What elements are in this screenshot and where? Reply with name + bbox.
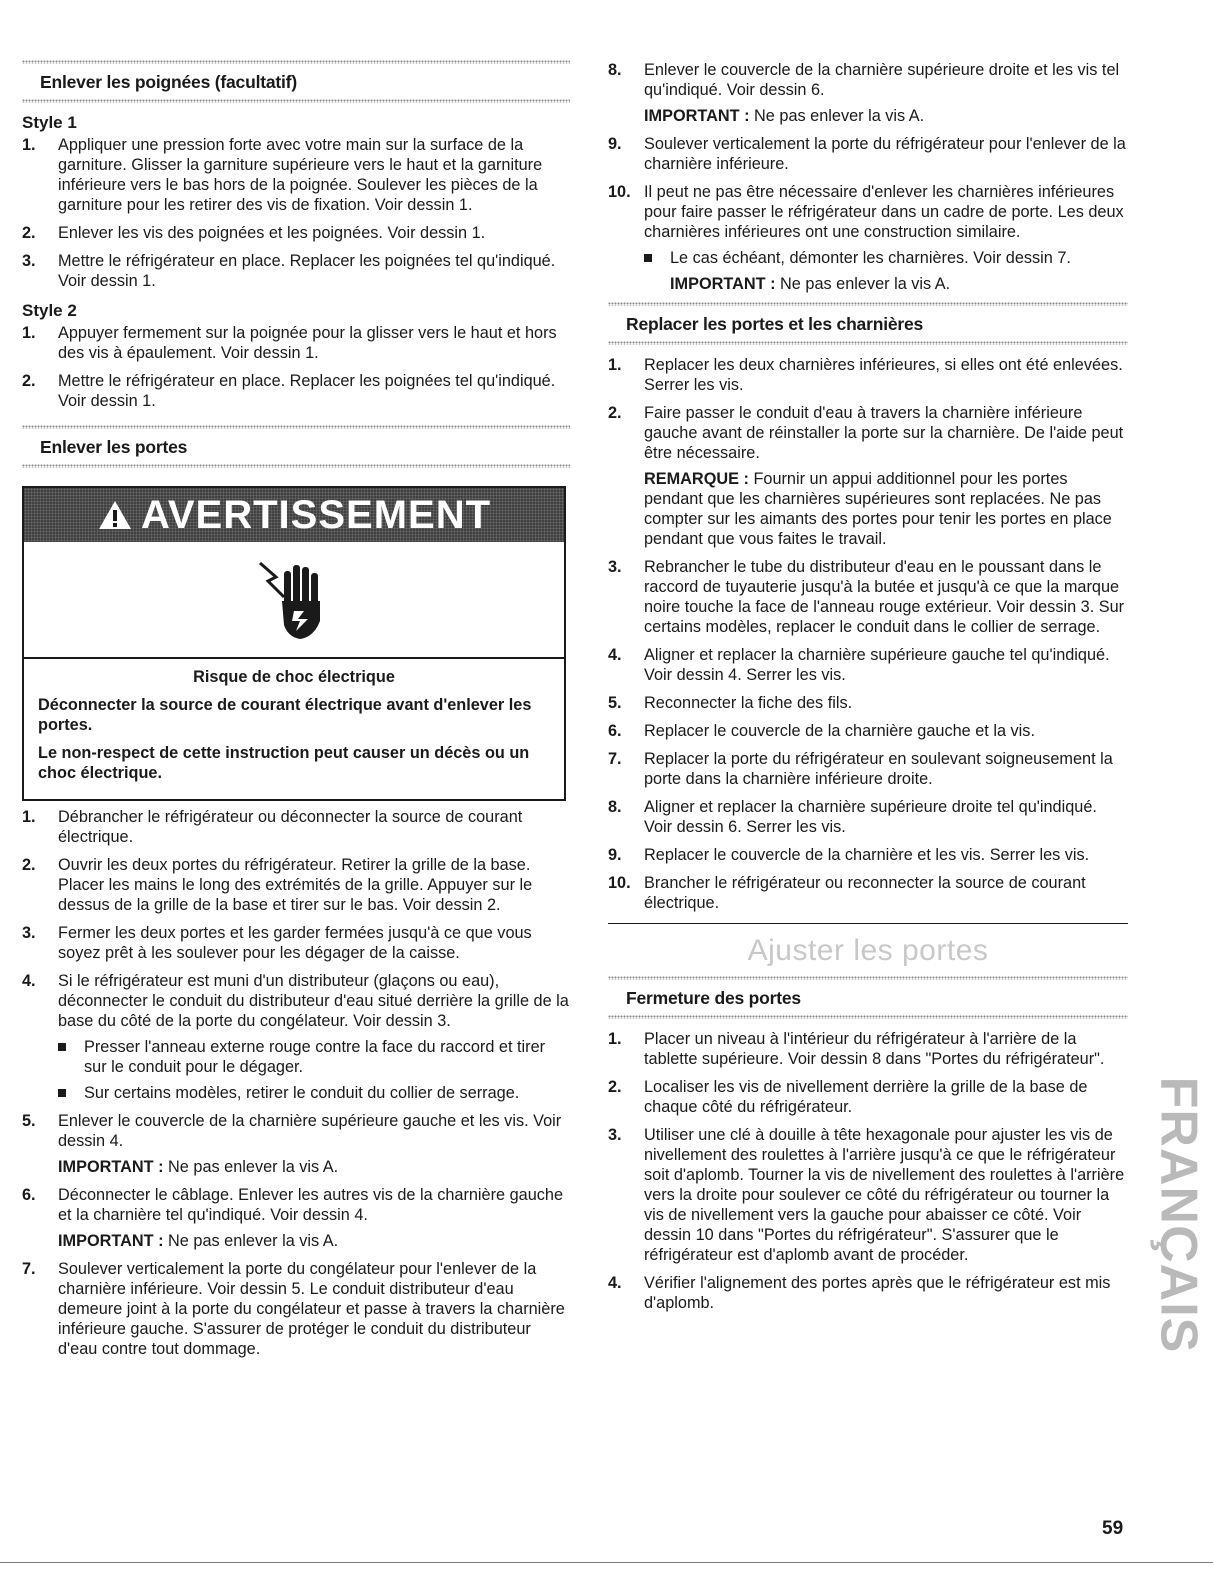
list-item: 2. Mettre le réfrigérateur en place. Replacer les poignées tel qu'indiqué. Voir dessin 1.	[22, 372, 556, 410]
side-tab-label: FRANÇAIS	[1149, 1076, 1208, 1354]
list-item: 3. Mettre le réfrigérateur en place. Replacer les poignées tel qu'indiqué. Voir dessin 1.	[22, 252, 556, 290]
list-item: 1. Appuyer fermement sur la poignée pour la glisser vers le haut et hors des vis à épaulement. Voir dessin 1.	[22, 324, 557, 362]
electric-shock-hand-icon	[254, 555, 334, 645]
list-item: 5. Enlever le couvercle de la charnière supérieure gauche et les vis. Voir dessin 4. IMPORTANT : Ne pas enlever la vis A.	[22, 1111, 570, 1177]
list-item: 9. Replacer le couvercle de la charnière et les vis. Serrer les vis.	[608, 846, 1090, 864]
list-item: 8. Enlever le couvercle de la charnière supérieure droite et les vis tel qu'indiqué. Voir dessin 6. IMPORTANT : Ne pas enlever la vis A.	[608, 60, 1128, 126]
portes-steps-continued	[608, 60, 1128, 294]
remarque-note: REMARQUE : Fournir un appui additionnel pour les portes pendant que les charnières supérieures sont replacées. Ne pas compter sur les aimants des portes pour tenir les portes en place pendant que vous faites le travail.	[644, 470, 1112, 548]
language-side-tab	[1148, 1076, 1208, 1354]
list-item: 10. Il peut ne pas être nécessaire d'enlever les charnières inférieures pour faire passer le réfrigérateur dans un cadre de porte. Les deux charnières inférieures ont une construction similaire. Le cas échéant, démonter les charnières. Voir dessin 7. IMPORTANT : Ne pas enlever la vis A.	[608, 182, 1128, 294]
bottom-rule	[0, 1562, 1213, 1563]
warning-banner	[24, 488, 564, 542]
list-item: 3. Utiliser une clé à douille à tête hexagonale pour ajuster les vis de nivellement des roulettes à l'arrière jusqu'à ce que le réfrigérateur soit d'aplomb. Tourner la vis de nivellement des roulettes à l'arrière vers la droite pour soulever ce côté du réfrigérateur ou tourner la vis de nivellement vers la gauche pour abaisser ce côté. Voir dessin 10 dans "Portes du réfrigérateur". S'assurer que le réfrigérateur est d'aplomb avant de procéder.	[608, 1126, 1125, 1264]
dotted-rule	[22, 464, 570, 468]
important-note: IMPORTANT : Ne pas enlever la vis A.	[58, 1232, 339, 1250]
list-item: 1. Débrancher le réfrigérateur ou déconnecter la source de courant électrique.	[22, 808, 523, 846]
left-column	[22, 60, 570, 1367]
section-heading-fermeture: Fermeture des portes	[626, 988, 801, 1008]
warning-line: Le non-respect de cette instruction peut causer un décès ou un choc électrique.	[38, 744, 530, 782]
list-item: 3. Rebrancher le tube du distributeur d'eau en le poussant dans le raccord de tuyauterie jusqu'à la butée et jusqu'à ce que la marque noire touche la face de l'anneau rouge extérieur. Voir dessin 3. Sur certains modèles, replacer le conduit dans le collier de serrage.	[608, 558, 1125, 636]
fermeture-steps	[608, 1029, 1128, 1313]
important-note: IMPORTANT : Ne pas enlever la vis A.	[58, 1158, 339, 1176]
list-item: 5. Reconnecter la fiche des fils.	[608, 694, 853, 712]
style1-heading: Style 1	[22, 113, 77, 132]
replacer-steps	[608, 355, 1128, 913]
list-item: 10. Brancher le réfrigérateur ou reconnecter la source de courant électrique.	[608, 874, 1086, 912]
list-item: 2. Enlever les vis des poignées et les poignées. Voir dessin 1.	[22, 224, 486, 242]
list-item: 6. Déconnecter le câblage. Enlever les autres vis de la charnière gauche et la charnière tel qu'indiqué. Voir dessin 4. IMPORTANT : Ne pas enlever la vis A.	[22, 1185, 570, 1251]
dotted-rule	[22, 99, 570, 103]
list-item: 9. Soulever verticalement la porte du réfrigérateur pour l'enlever de la charnière inférieure.	[608, 135, 1126, 173]
section-heading-portes: Enlever les portes	[40, 437, 188, 457]
list-item: 6. Replacer le couvercle de la charnière gauche et la vis.	[608, 722, 1035, 740]
list-item: 4. Vérifier l'alignement des portes après que le réfrigérateur est mis d'aplomb.	[608, 1274, 1111, 1312]
list-item: 2. Ouvrir les deux portes du réfrigérateur. Retirer la grille de la base. Placer les mains le long des extrémités de la grille. Appuyer sur le dessus de la grille de la base et tirer sur le bas. Voir dessin 2.	[22, 856, 533, 914]
list-item: 1. Appliquer une pression forte avec votre main sur la surface de la garniture. Glisser la garniture supérieure vers le haut et la garniture inférieure vers le bas hors de la poignée. Soulever les pièces de la garniture pour les retirer des vis de fixation. Voir dessin 1.	[22, 136, 543, 214]
portes-steps	[22, 807, 570, 1359]
dotted-rule	[608, 1015, 1128, 1019]
section-heading-replacer: Replacer les portes et les charnières	[626, 314, 924, 334]
list-item: 1. Placer un niveau à l'intérieur du réfrigérateur à l'arrière de la tablette supérieure. Voir dessin 8 dans "Portes du réfrigérateur".	[608, 1030, 1105, 1068]
list-item: 4. Si le réfrigérateur est muni d'un distributeur (glaçons ou eau), déconnecter le conduit du distributeur d'eau situé derrière la grille de la base du côté de la porte du congélateur. Voir dessin 3. Presser l'anneau externe rouge contre la face du raccord et tirer sur le conduit pour le dégager. Sur certains modèles, retirer le conduit du collier de serrage.	[22, 972, 569, 1102]
style2-heading: Style 2	[22, 301, 77, 320]
list-item: 8. Aligner et replacer la charnière supérieure droite tel qu'indiqué. Voir dessin 6. Serrer les vis.	[608, 798, 1097, 836]
important-note: IMPORTANT : Ne pas enlever la vis A.	[670, 275, 951, 293]
page-number: 59	[1102, 1518, 1124, 1539]
list-item: 2. Localiser les vis de nivellement derrière la grille de la base de chaque côté du réfrigérateur.	[608, 1078, 1088, 1116]
list-item: 7. Replacer la porte du réfrigérateur en soulevant soigneusement la porte dans la charnière inférieure droite.	[608, 750, 1113, 788]
warning-line: Déconnecter la source de courant électrique avant d'enlever les portes.	[38, 696, 532, 734]
warning-icon-area	[24, 542, 564, 659]
style2-steps	[22, 323, 570, 411]
right-column	[608, 60, 1128, 1321]
list-item: 2. Faire passer le conduit d'eau à travers la charnière inférieure gauche avant de réinstaller la porte sur la charnière. De l'aide peut être nécessaire. REMARQUE : Fournir un appui additionnel pour les portes pendant que les charnières supérieures sont replacées. Ne pas compter sur les aimants des portes pour tenir les portes en place pendant que vous faites le travail.	[608, 403, 1128, 549]
horizontal-rule	[608, 923, 1128, 924]
dotted-rule	[608, 341, 1128, 345]
ajuster-title: Ajuster les portes	[747, 934, 989, 967]
warning-title: AVERTISSEMENT	[140, 492, 492, 537]
warning-text	[24, 659, 564, 799]
bullet-item: Presser l'anneau externe rouge contre la face du raccord et tirer sur le conduit pour le dégager.	[58, 1037, 570, 1077]
square-bullet-icon	[58, 1043, 66, 1051]
square-bullet-icon	[58, 1089, 66, 1097]
sub-bullets	[58, 1037, 570, 1103]
important-note: IMPORTANT : Ne pas enlever la vis A.	[644, 107, 925, 125]
section-heading-poignees: Enlever les poignées (facultatif)	[40, 72, 297, 92]
bullet-item: Sur certains modèles, retirer le conduit du collier de serrage.	[58, 1083, 570, 1103]
hazard-label: Risque de choc électrique	[193, 668, 395, 686]
sub-bullets	[644, 248, 1128, 294]
warning-box	[22, 486, 566, 801]
square-bullet-icon	[644, 254, 652, 262]
warning-triangle-icon	[97, 499, 133, 531]
list-item: 7. Soulever verticalement la porte du congélateur pour l'enlever de la charnière inférieure. Voir dessin 5. Le conduit distributeur d'eau demeure joint à la porte du congélateur et passe à travers la charnière inférieure gauche. S'assurer de protéger le conduit du distributeur d'eau contre tout dommage.	[22, 1260, 565, 1358]
list-item: 1. Replacer les deux charnières inférieures, si elles ont été enlevées. Serrer les vis.	[608, 356, 1123, 394]
list-item: 4. Aligner et replacer la charnière supérieure gauche tel qu'indiqué. Voir dessin 4. Serrer les vis.	[608, 646, 1110, 684]
bullet-item: Le cas échéant, démonter les charnières. Voir dessin 7.	[644, 248, 1128, 268]
style1-steps	[22, 135, 570, 291]
list-item: 3. Fermer les deux portes et les garder fermées jusqu'à ce que vous soyez prêt à les soulever pour les dégager de la caisse.	[22, 924, 532, 962]
